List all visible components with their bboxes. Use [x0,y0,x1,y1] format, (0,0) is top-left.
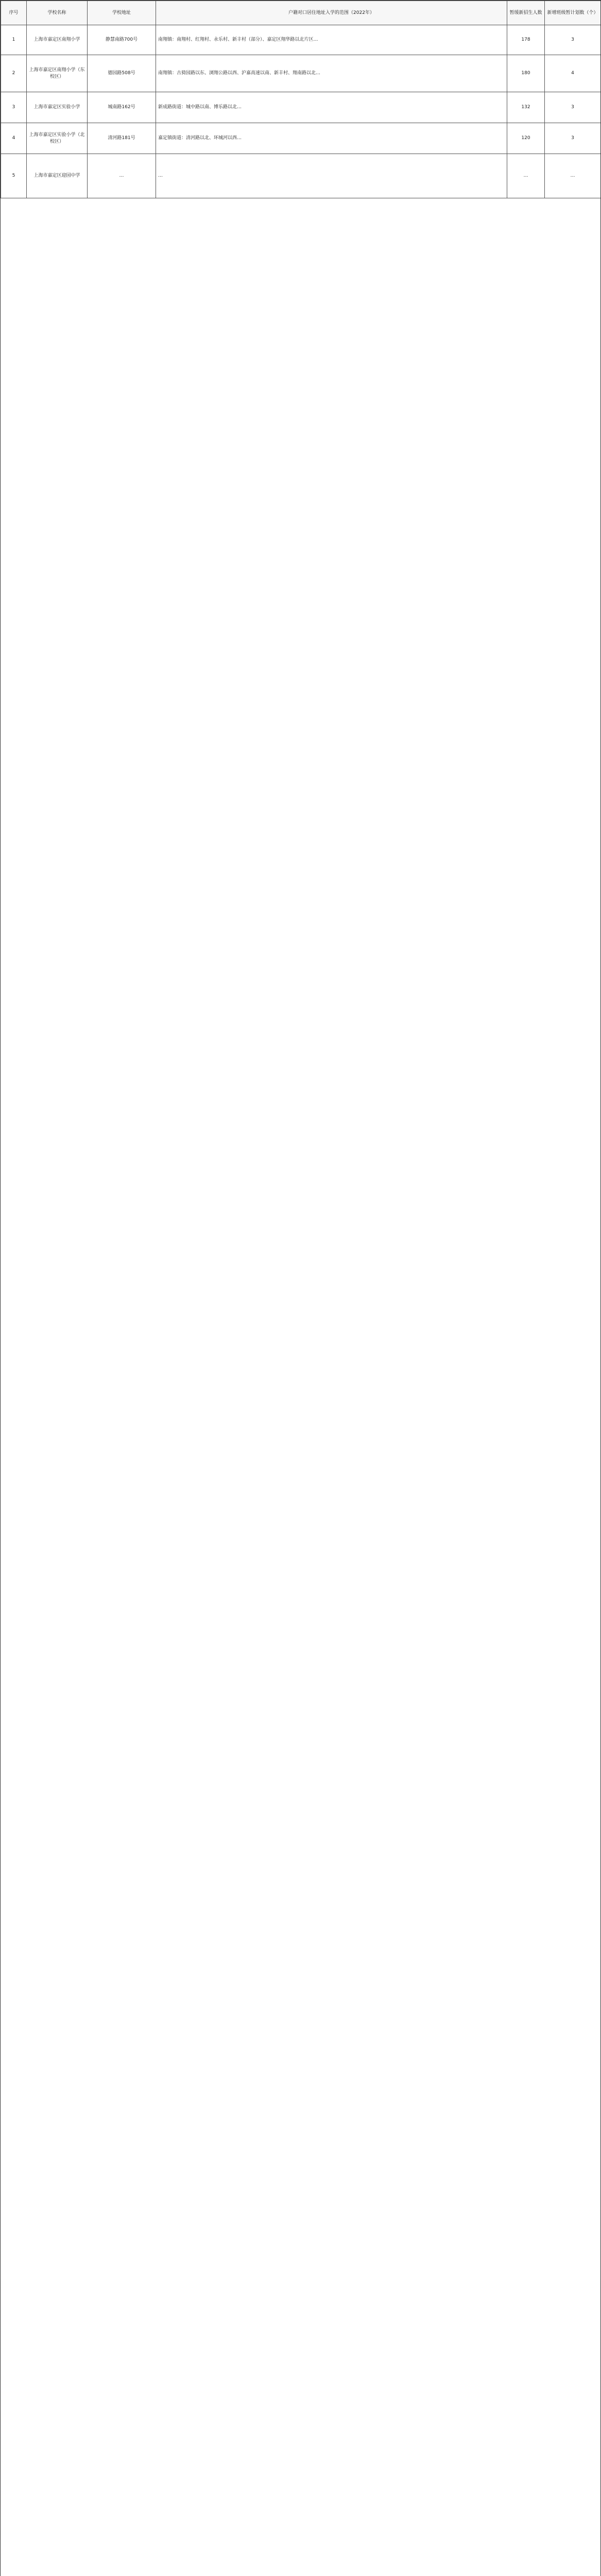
cell-school-name: 上海市嘉定区实验小学（北校区） [27,123,88,154]
cell-plan-count: 3 [545,92,601,123]
cell-school-address: 清河路181号 [88,123,156,154]
table-body [1,25,601,198]
cell-school-address: 静慧南路700号 [88,25,156,55]
school-enrollment-table [1,1,601,198]
cell-enroll-count: 120 [507,123,545,154]
header-name: 学校名称 [27,1,88,25]
cell-plan-count: … [545,154,601,198]
cell-school-name: 上海市嘉定区南翔小学（东校区） [27,55,88,92]
header-num: 序号 [1,1,27,25]
header-plan: 新增班级暂计划数（个） [545,1,601,25]
cell-enrollment-range: 南翔镇：南翔村、红翔村、永乐村、新丰村（部分）、嘉定区翔华路以北片区… [156,25,507,55]
table-row [1,154,601,198]
header-enroll: 暂缓新招生人数 [507,1,545,25]
header-row [1,1,601,25]
cell-enroll-count: 132 [507,92,545,123]
header-range: 户籍对口居住地址入学的范围（2022年） [156,1,507,25]
cell-number: 5 [1,154,27,198]
cell-school-address: 德园路508号 [88,55,156,92]
cell-number: 3 [1,92,27,123]
cell-number: 4 [1,123,27,154]
cell-plan-count: 3 [545,123,601,154]
cell-number: 1 [1,25,27,55]
cell-enrollment-range: 嘉定镇街道：清河路以北、环城河以西… [156,123,507,154]
table-row [1,25,601,55]
table-row [1,55,601,92]
cell-enrollment-range: 新成路街道：城中路以南、博乐路以北… [156,92,507,123]
cell-plan-count: 3 [545,25,601,55]
table-row [1,92,601,123]
cell-school-name: 上海市嘉定区实验小学 [27,92,88,123]
cell-enroll-count: 180 [507,55,545,92]
cell-enrollment-range: … [156,154,507,198]
cell-school-address: 城南路162号 [88,92,156,123]
cell-enroll-count: 178 [507,25,545,55]
cell-school-name: 上海市嘉定区迎园中学 [27,154,88,198]
header-address: 学校地址 [88,1,156,25]
cell-enroll-count: … [507,154,545,198]
cell-school-name: 上海市嘉定区南翔小学 [27,25,88,55]
table-row [1,123,601,154]
cell-school-address: … [88,154,156,198]
cell-plan-count: 4 [545,55,601,92]
cell-enrollment-range: 南翔镇：古猗园路以东、浏翔公路以西、沪嘉高速以南、新丰村、翔南路以北… [156,55,507,92]
cell-number: 2 [1,55,27,92]
